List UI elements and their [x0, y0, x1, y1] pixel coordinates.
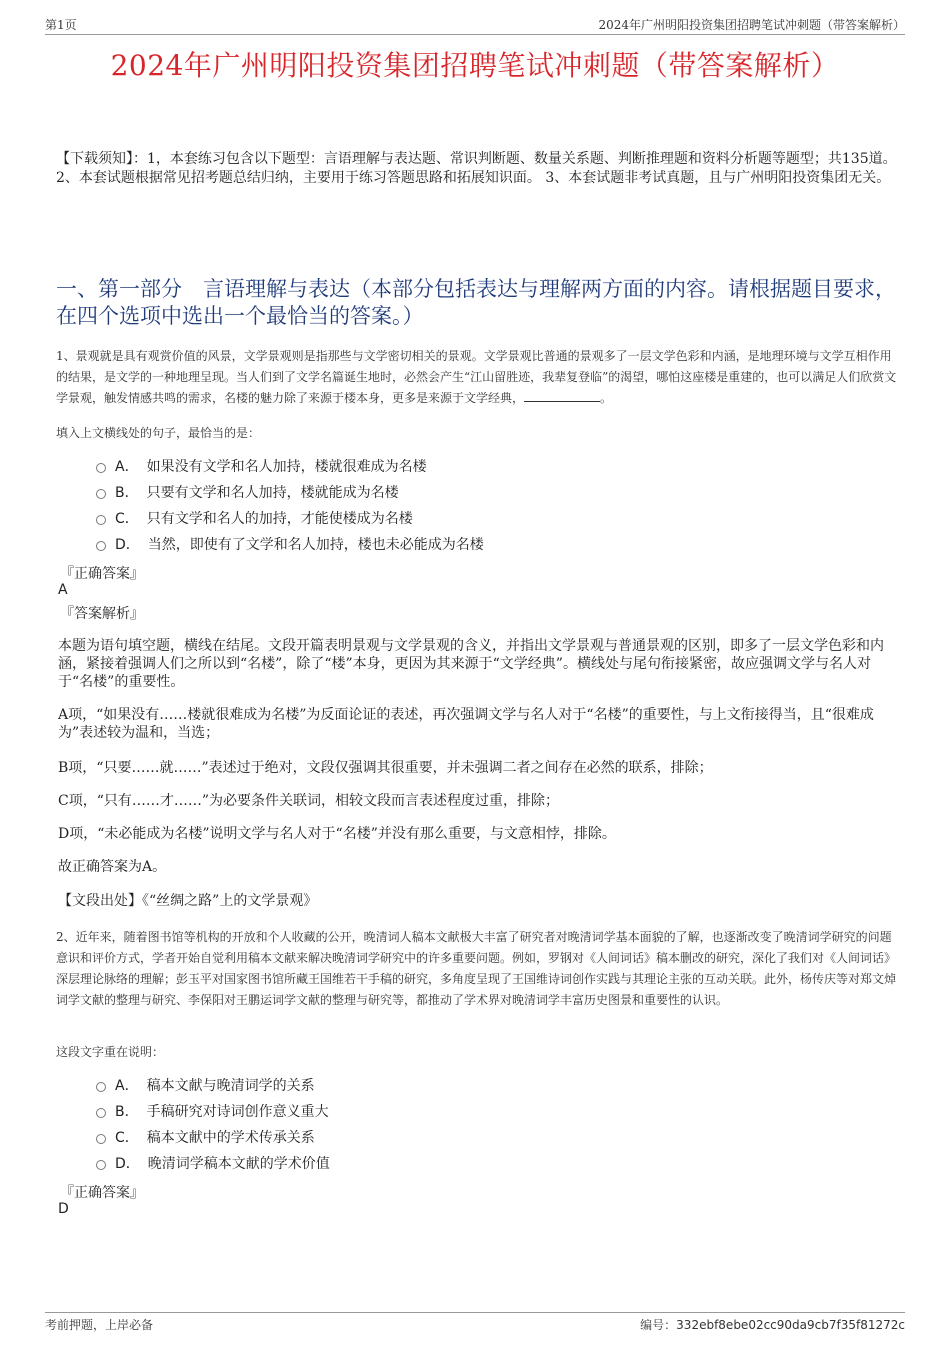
q1-analysis-c: C项，“只有……才……”为必要条件关联词，相较文段而言表述程度过重，排除； — [58, 793, 560, 809]
q2-option-d[interactable]: D． 晚清词学稿本文献的学术价值 — [96, 1152, 330, 1174]
q1-option-b[interactable]: B． 只要有文学和名人加持，楼就能成为名楼 — [96, 481, 399, 503]
q2-option-c[interactable]: C． 稿本文献中的学术传承关系 — [96, 1126, 315, 1148]
page-header — [45, 14, 905, 35]
q1-option-d[interactable]: D． 当然，即使有了文学和名人加持，楼也未必能成为名楼 — [96, 533, 484, 555]
radio-icon[interactable] — [96, 489, 106, 499]
radio-icon[interactable] — [96, 1134, 106, 1144]
radio-icon[interactable] — [96, 1160, 106, 1170]
q1-analysis-d: D项，“未必能成为名楼”说明文学与名人对于“名楼”并没有那么重要，与文意相悖，排除。 — [58, 826, 616, 842]
question-1-text: 1、景观就是具有观赏价值的风景，文学景观则是指那些与文学密切相关的景观。文学景观比普通的景观多了一层文学色彩和内涵，是地理环境与文学互相作用的结果，是文学的一种地理呈现。当人们到了文学名篇诞生地时，必然会产生“江山留胜迹，我辈复登临”的渴望，哪怕这座楼是重建的，也可以满足人们欣赏文学景观，触发情感共鸣的需求，名楼的魅力除了来源于楼本身，更多是来源于文学经典， 。 — [56, 349, 897, 405]
q2-answer: D — [58, 1201, 69, 1217]
page-title: 2024年广州明阳投资集团招聘笔试冲刺题（带答案解析） — [110, 49, 840, 82]
q2-option-a[interactable]: A． 稿本文献与晚清词学的关系 — [96, 1074, 315, 1096]
footer-code: 编号：332ebf8ebe02cc90da9cb7f35f81272c — [640, 1318, 905, 1332]
q1-analysis-intro: 本题为语句填空题，横线在结尾。文段开篇表明景观与文学景观的含义，并指出文学景观与普通景观的区别，即多了一层文学色彩和内涵，紧接着强调人们之所以到“名楼”，除了“楼”本身，更因为其来源于“文学经典”。横线处与尾句衔接紧密，故应强调文学与名人对于“名楼”的重要性。 — [58, 638, 884, 690]
radio-icon[interactable] — [96, 515, 106, 525]
q2-answer-label: 『正确答案』 — [60, 1185, 144, 1201]
footer-slogan: 考前押题，上岸必备 — [45, 1318, 154, 1332]
question-2-text: 2、近年来，随着图书馆等机构的开放和个人收藏的公开，晚清词人稿本文献极大丰富了研究者对晚清词学基本面貌的了解，也逐渐改变了晚清词学研究的问题意识和评价方式，学者开始自觉利用稿本文献来解决晚清词学研究中的许多重要问题。例如，罗钢对《人间词话》稿本删改的研究，深化了我们对《人间词话》深层理论脉络的理解；彭玉平对国家图书馆所藏王国维若干手稿的研究，多角度呈现了王国维诗词创作实践与其理论主张的互动关联。此外，杨传庆等对郑文焯词学文献的整理与研究、李保阳对王鹏运词学文献的整理与研究等，都推动了学术界对晚清词学丰富历史图景和重要性的认识。 — [56, 930, 897, 1007]
q1-answer: A — [58, 582, 68, 598]
q1-option-c[interactable]: C． 只有文学和名人的加持，才能使楼成为名楼 — [96, 507, 413, 529]
q1-analysis-label: 『答案解析』 — [60, 606, 144, 622]
header-doc-title: 2024年广州明阳投资集团招聘笔试冲刺题（带答案解析） — [598, 18, 905, 32]
radio-icon[interactable] — [96, 541, 106, 551]
q1-option-a[interactable]: A． 如果没有文学和名人加持，楼就很难成为名楼 — [96, 455, 427, 477]
q1-analysis-b: B项，“只要……就……”表述过于绝对，文段仅强调其很重要，并未强调二者之间存在必然的联系，排除； — [58, 760, 713, 776]
q1-answer-label: 『正确答案』 — [60, 566, 144, 582]
radio-icon[interactable] — [96, 1082, 106, 1092]
radio-icon[interactable] — [96, 1108, 106, 1118]
page-footer — [45, 1312, 905, 1333]
q1-analysis-a: A项，“如果没有……楼就很难成为名楼”为反面论证的表述，再次强调文学与名人对于“名楼”的重要性，与上文衔接得当，且“很难成为”表述较为温和，当选； — [58, 707, 874, 741]
q1-source: 【文段出处】《“丝绸之路”上的文学景观》 — [58, 893, 318, 909]
question-1-prompt: 填入上文横线处的句子，最恰当的是： — [56, 426, 261, 440]
radio-icon[interactable] — [96, 463, 106, 473]
section-title: 一、第一部分 言语理解与表达（本部分包括表达与理解两方面的内容。请根据题目要求，在四个选项中选出一个最恰当的答案。） — [56, 277, 896, 328]
q1-conclusion: 故正确答案为A。 — [58, 859, 167, 875]
page-number: 第1页 — [45, 18, 77, 32]
q2-option-b[interactable]: B． 手稿研究对诗词创作意义重大 — [96, 1100, 329, 1122]
download-notice: 【下载须知】：1，本套练习包含以下题型：言语理解与表达题、常识判断题、数量关系题、判断推理题和资料分析题等题型；共135道。 2、本套试题根据常见招考题总结归纳，主要用于练习答题思路和拓展知识面。 3、本套试题非考试真题，且与广州明阳投资集团无关。 — [56, 151, 897, 186]
question-2-prompt: 这段文字重在说明： — [56, 1045, 165, 1059]
answer-blank — [524, 389, 600, 402]
